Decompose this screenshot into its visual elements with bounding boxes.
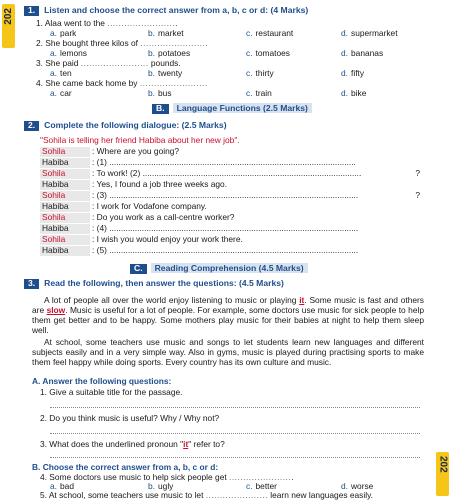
option-d[interactable]: d. bike [341, 88, 367, 98]
underlined-word: slow [46, 305, 66, 315]
answer-line-2[interactable] [50, 433, 420, 434]
option-c[interactable]: c. better [246, 481, 277, 491]
option-a[interactable]: a. car [50, 88, 72, 98]
question-3-heading [24, 279, 284, 289]
option-c[interactable]: c. restaurant [246, 28, 294, 38]
answer-line-3[interactable] [50, 457, 420, 458]
option-c[interactable]: c. thirty [246, 68, 274, 78]
option-b[interactable]: b. ugly [148, 481, 174, 491]
question-3-number: 3. [24, 279, 39, 289]
dialogue-intro: "Sohila is telling her friend Habiba about her new job". [40, 135, 240, 145]
dialogue-row: Sohila : Do you work as a call-centre worker? [42, 212, 235, 222]
section-b-letter: B. [152, 104, 169, 114]
dialogue-row: Habiba : Yes, I found a job three weeks ago. [42, 179, 228, 189]
dialogue-row: Habiba : I work for Vodafone company. [42, 201, 207, 211]
question-2-title: Complete the following dialogue: (2.5 Marks) [44, 120, 227, 130]
question-1-number: 1. [24, 6, 39, 16]
q1-item-4-stem: 4. She came back home by ........................ [36, 78, 208, 88]
question-a1: 1. Give a suitable title for the passage. [40, 387, 183, 397]
q1-item-2-stem: 2. She bought three kilos of ........................ [36, 38, 209, 48]
section-b-title: Language Functions (2.5 Marks) [173, 103, 312, 113]
question-3-title: Read the following, then answer the questions: (4.5 Marks) [44, 278, 284, 288]
page-number-tab-right [436, 452, 449, 496]
option-c[interactable]: c. train [246, 88, 272, 98]
section-c-title: Reading Comprehension (4.5 Marks) [151, 263, 308, 273]
answer-line-1[interactable] [50, 407, 420, 408]
q1-item-4-options [50, 89, 410, 99]
passage-paragraph-2: At school, some teachers use music and songs to let students learn new languages and different subjects easily and in a very simple way. Also in gyms, music is played during practising sports to make them feel happy while doing sports. Every country has its own culture and music. [32, 337, 424, 367]
option-d[interactable]: d. supermarket [341, 28, 398, 38]
option-a[interactable]: a. bad [50, 481, 74, 491]
q1-item-1-stem: 1. Alaa went to the ......................... [36, 18, 178, 28]
question-1-title: Listen and choose the correct answer from a, b, c or d: (4 Marks) [44, 5, 309, 15]
option-a[interactable]: a. ten [50, 68, 72, 78]
page-number-left: 202 [3, 8, 14, 25]
option-c[interactable]: c. tomatoes [246, 48, 290, 58]
q1-item-3-stem: 3. She paid ........................ pounds. [36, 58, 181, 68]
dialogue-row: Sohila : To work! (2) .............................................................................................. ? [42, 168, 420, 178]
question-b4: 4. Some doctors use music to help sick people get ....................... [40, 472, 294, 482]
option-d[interactable]: d. worse [341, 481, 374, 491]
question-2-heading [24, 121, 227, 131]
passage-paragraph-1: A lot of people all over the world enjoy listening to music or playing it. Some music is fast and others are slow. Music is useful for a lot of people. For example, some doctors use music for sick people to help them get better and to be happy. Some mothers play music for their babies at night to help them sleep well. [32, 295, 424, 335]
dialogue-row: Habiba : (1) .......................................................................................................... [42, 157, 356, 167]
question-a3: 3. What does the underlined pronoun "it" refer to? [40, 439, 225, 449]
option-a[interactable]: a. lemons [50, 48, 87, 58]
section-b-heading [152, 104, 312, 114]
section-c-letter: C. [130, 264, 147, 274]
dialogue-row: Habiba : (4) ........................................................................................................... [42, 223, 359, 233]
dialogue-row: Sohila : (3) ........................................................................................................... ? [42, 190, 420, 200]
option-d[interactable]: d. fifty [341, 68, 365, 78]
question-1-heading [24, 6, 308, 16]
dialogue-row: Sohila : I wish you would enjoy your work there. [42, 234, 243, 244]
question-2-number: 2. [24, 121, 39, 131]
question-a2: 2. Do you think music is useful? Why / Why not? [40, 413, 220, 423]
question-b5: 5. At school, some teachers use music to let ...................... learn new languages easily. [40, 490, 373, 500]
option-b[interactable]: b. potatoes [148, 48, 191, 58]
part-b-heading: B. Choose the correct answer from a, b, c or d: [32, 462, 219, 472]
option-b[interactable]: b. twenty [148, 68, 183, 78]
part-a-heading: A. Answer the following questions: [32, 376, 172, 386]
option-b[interactable]: b. market [148, 28, 184, 38]
option-d[interactable]: d. bananas [341, 48, 384, 58]
option-b[interactable]: b. bus [148, 88, 172, 98]
option-a[interactable]: a. park [50, 28, 77, 38]
dialogue-row: Habiba : (5) ........................................................................................................... [42, 245, 359, 255]
underlined-pronoun: it [299, 295, 305, 305]
dialogue-row: Sohila : Where are you going? [42, 146, 180, 156]
page-number-tab-left [2, 4, 15, 48]
page-number-right: 202 [437, 456, 449, 473]
section-c-heading [130, 264, 308, 274]
